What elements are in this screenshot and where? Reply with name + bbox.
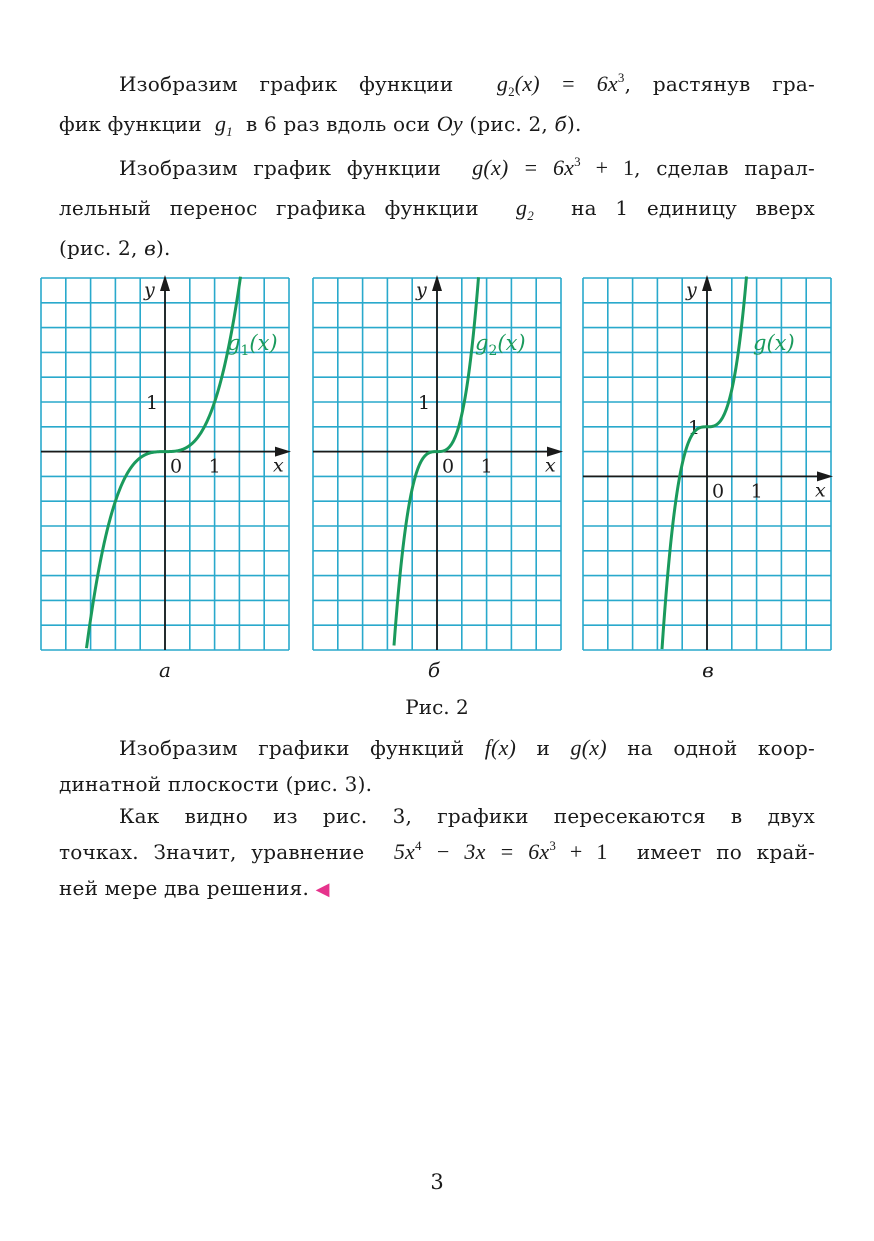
y-tick-label: 1 <box>146 392 159 414</box>
paragraph-4: Как видно из рис. 3, графики пересекаются в двух точках. Значит, уравнение $5x^4 - 3x = 6x^3 + 1$ имеет по край- ней мере два решения. ◀ <box>59 804 815 900</box>
y-tick-label: 1 <box>688 416 701 439</box>
x-axis-label: x <box>273 454 284 477</box>
x-tick-label: 1 <box>750 480 763 503</box>
graph-svg-a <box>41 278 290 650</box>
graph-panel-b <box>313 278 562 650</box>
curve-label: $g_2(x)$ <box>475 331 526 359</box>
formula-f: f(x) <box>484 735 517 760</box>
panel-label-a: а <box>159 658 171 682</box>
x-tick-label: 1 <box>480 455 493 478</box>
graph-panel-a <box>41 278 290 650</box>
formula-gx: g(x) <box>570 735 607 760</box>
paragraph-1: Изобразим график функции $g_2(x) = 6x^3$, растянув гра- фик функции $g_1$ в 6 раз вдоль оси Oy (рис. 2, б). <box>59 70 815 139</box>
curve-label: g(x) <box>753 331 795 355</box>
origin-label: 0 <box>712 480 725 503</box>
figure-caption: Рис. 2 <box>405 695 469 719</box>
page-number: 3 <box>430 1170 444 1194</box>
panel-label-c: в <box>702 658 714 682</box>
formula-g1: $g_1$ <box>214 111 233 139</box>
formula-equation: $5x^4 - 3x = 6x^3 + 1$ <box>393 838 608 864</box>
y-axis-label: y <box>416 279 427 301</box>
x-tick-label: 1 <box>208 455 221 478</box>
end-marker-icon: ◀ <box>315 879 330 900</box>
graph-svg-c <box>583 278 832 650</box>
panel-label-b: б <box>427 658 441 682</box>
graph-svg-b <box>313 278 562 650</box>
formula-g2: $g_2(x) = 6x^3$ <box>496 70 625 99</box>
graph-panel-c <box>583 278 832 650</box>
y-tick-label: 1 <box>418 392 431 414</box>
curve-g(x) <box>662 276 747 649</box>
formula-g: $g(x) = 6x^3 + 1$ <box>472 154 635 180</box>
x-axis-label: x <box>545 454 556 477</box>
y-axis-label: y <box>144 279 155 301</box>
curve-label: $g_1(x)$ <box>227 331 278 359</box>
origin-label: 0 <box>442 455 455 478</box>
x-axis-label: x <box>815 479 826 502</box>
paragraph-2: Изобразим график функции $g(x) = 6x^3 + 1$, сделав парал- лельный перенос графика функции $g_2$ на 1 единицу вверх (рис. 2, в). <box>59 154 816 260</box>
origin-label: 0 <box>170 455 183 478</box>
y-axis-label: y <box>686 279 697 301</box>
paragraph-3: Изобразим графики функций f(x) и g(x) на одной коор- динатной плоскости (рис. 3). <box>59 735 816 796</box>
